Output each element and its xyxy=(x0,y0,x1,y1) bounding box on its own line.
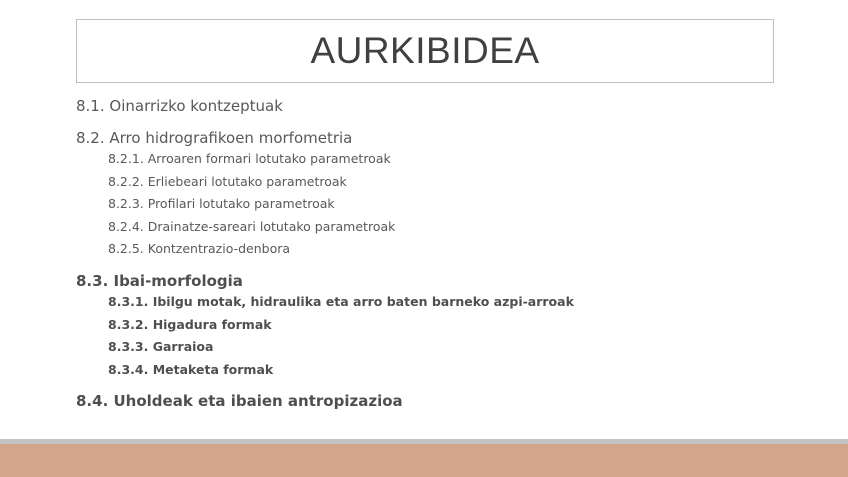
subsection-8-3-4: 8.3.4. Metaketa formak xyxy=(108,361,274,377)
section-8-3: 8.3. Ibai-morfologia xyxy=(76,271,243,290)
table-of-contents xyxy=(76,96,574,411)
section-8-2: 8.2. Arro hidrografikoen morfometria xyxy=(76,129,353,147)
subsection-8-2-5: 8.2.5. Kontzentrazio-denbora xyxy=(108,241,291,257)
slide-title: AURKIBIDEA xyxy=(310,30,540,71)
title-box xyxy=(76,19,774,83)
subsection-8-3-2: 8.3.2. Higadura formak xyxy=(108,316,272,332)
subsection-8-2-1: 8.2.1. Arroaren formari lotutako parametroak xyxy=(108,151,391,166)
section-8-1: 8.1. Oinarrizko kontzeptuak xyxy=(76,97,283,115)
section-8-4: 8.4. Uholdeak eta ibaien antropizazioa xyxy=(76,392,403,411)
footer-band xyxy=(0,444,848,477)
subsection-8-2-4: 8.2.4. Drainatze-sareari lotutako parametroak xyxy=(108,218,396,234)
subsection-8-3-3: 8.3.3. Garraioa xyxy=(108,339,214,355)
subsection-8-3-1: 8.3.1. Ibilgu motak, hidraulika eta arro baten barneko azpi-arroak xyxy=(108,293,574,309)
subsection-8-2-3: 8.2.3. Profilari lotutako parametroak xyxy=(108,196,335,212)
subsection-8-2-2: 8.2.2. Erliebeari lotutako parametroak xyxy=(108,173,347,189)
